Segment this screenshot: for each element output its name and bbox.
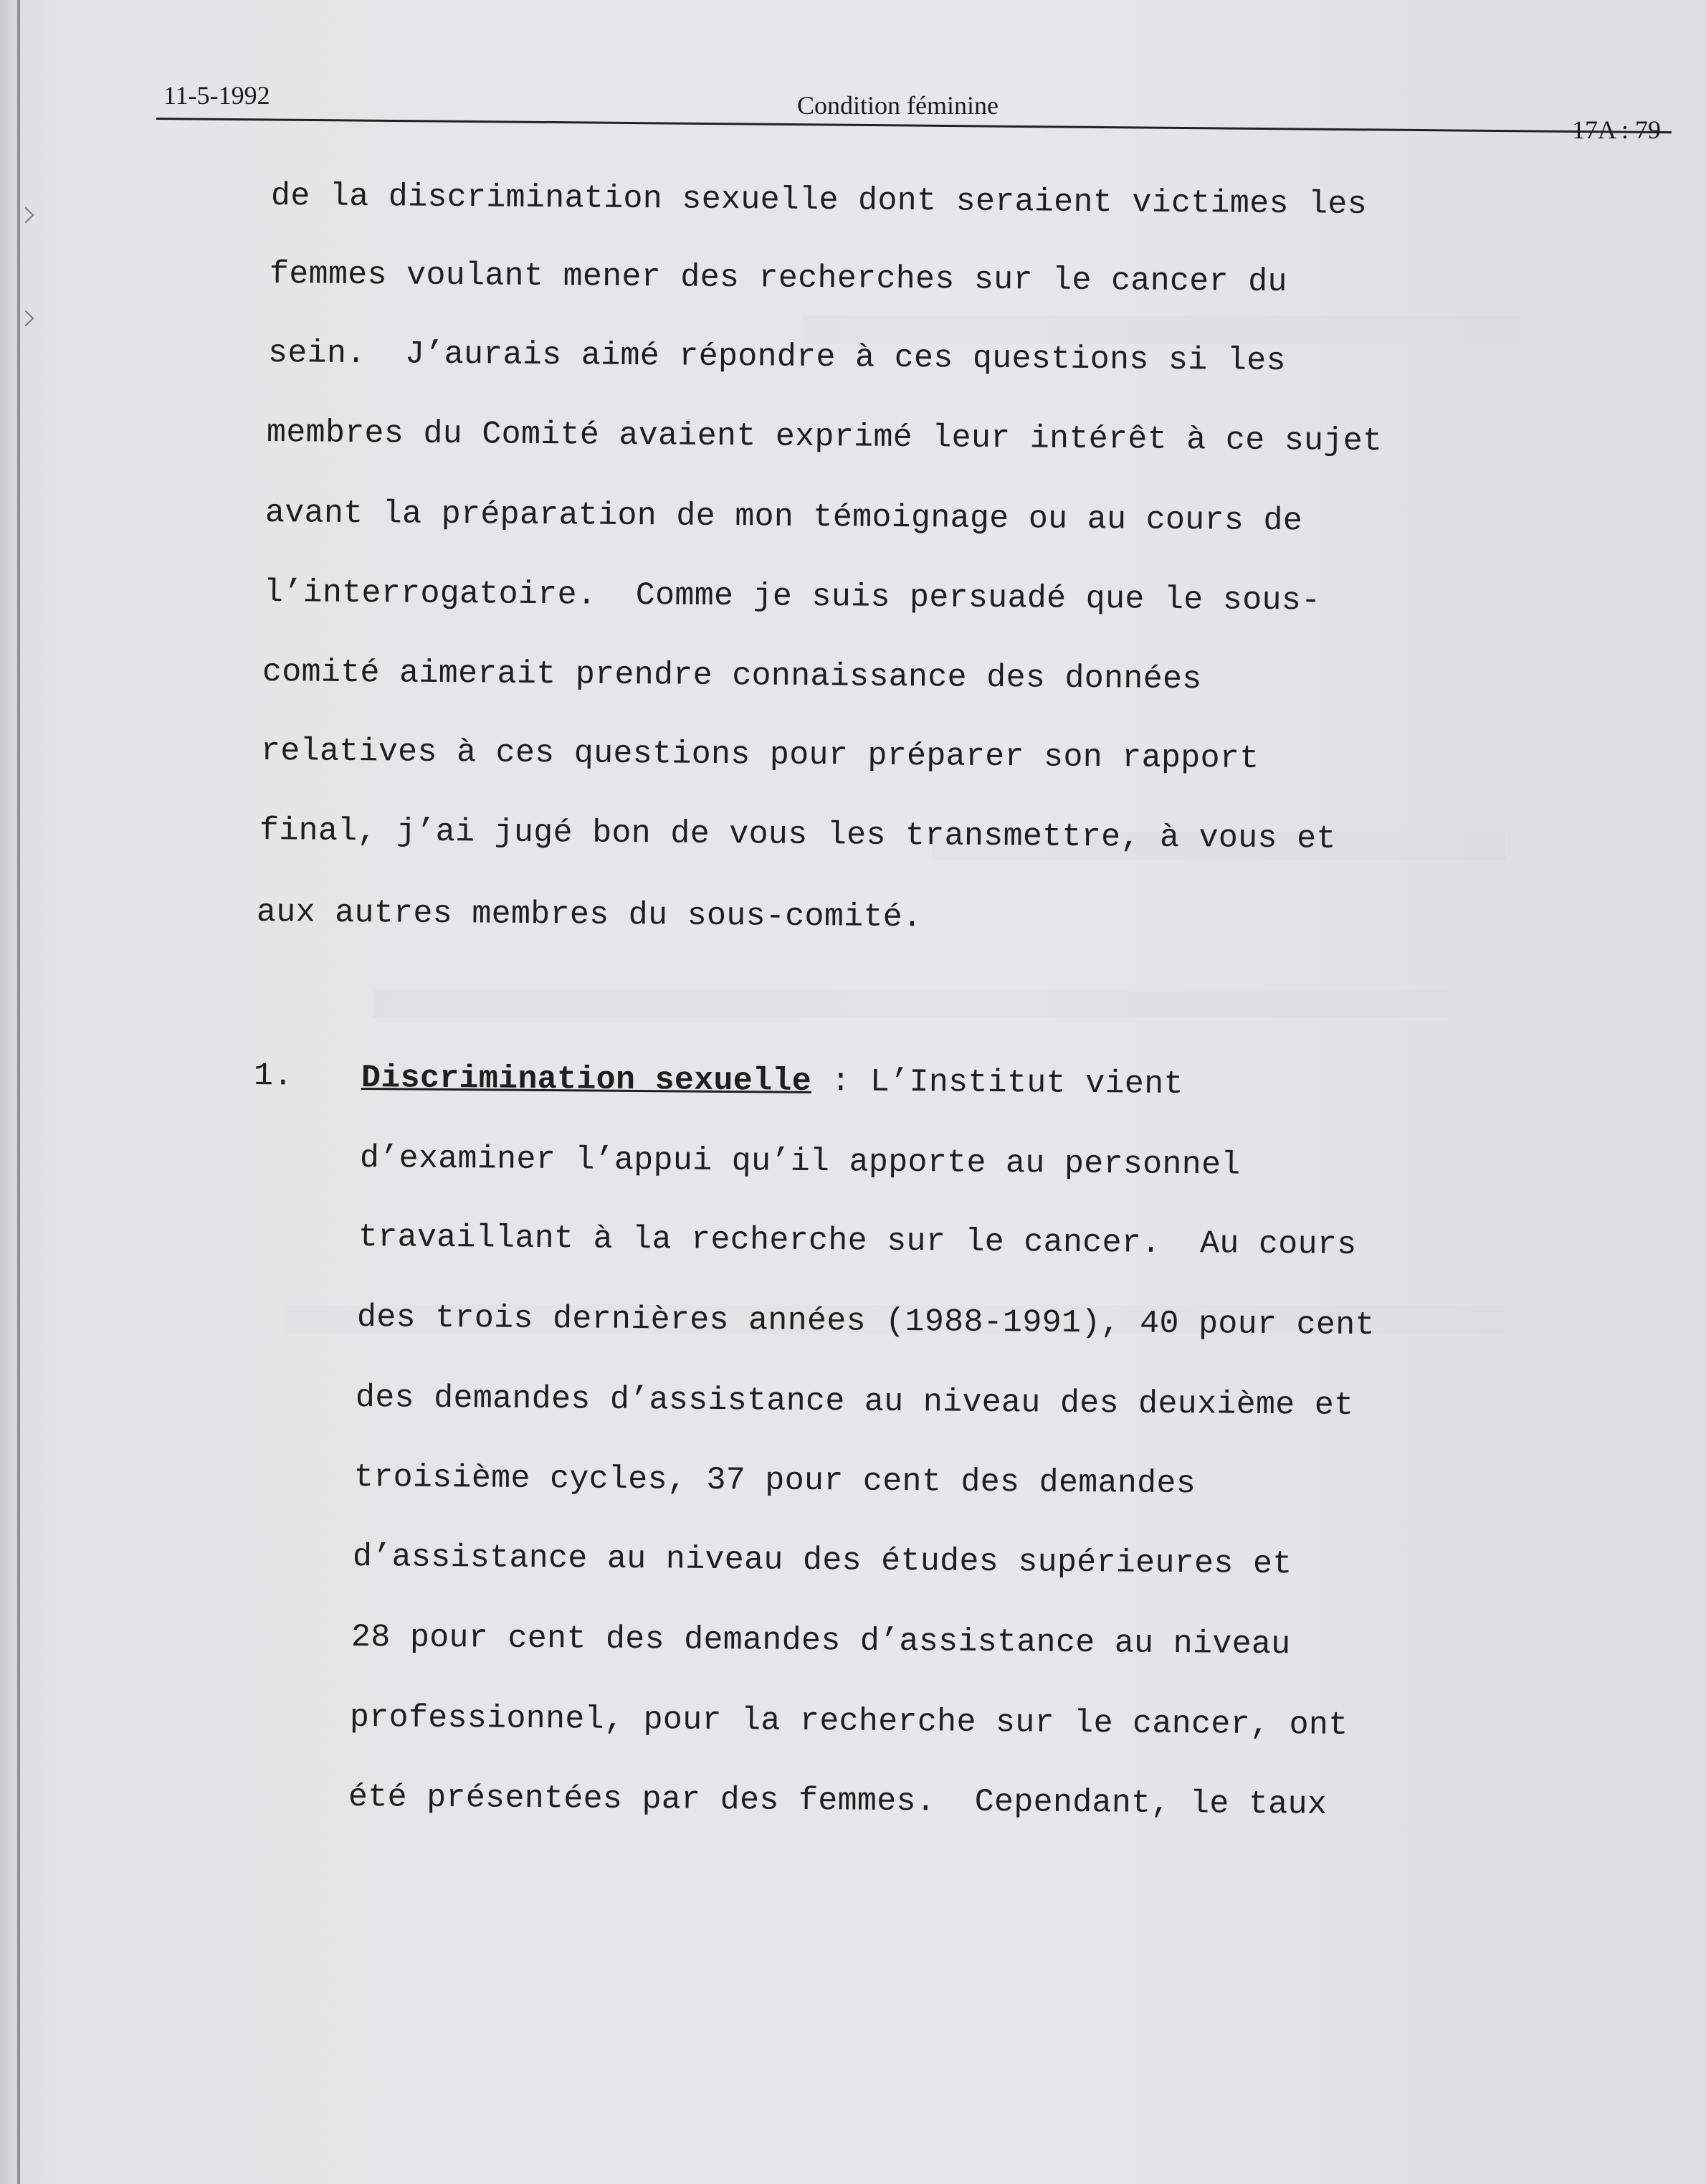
header-title: Condition féminine [797, 91, 999, 120]
item-line: troisième cycles, 37 pour cent des demandes [353, 1459, 1196, 1503]
paragraph-line: de la discrimination sexuelle dont seraient victimes les [270, 178, 1368, 224]
paragraph-line: avant la préparation de mon témoignage ou au cours de [265, 495, 1303, 540]
paragraph-line: femmes voulant mener des recherches sur le cancer du [269, 256, 1287, 301]
header-page-ref: 17A : 79 [1572, 115, 1662, 144]
item-heading: Discrimination sexuelle [361, 1060, 812, 1100]
paragraph-line: relatives à ces questions pour préparer son rapport [260, 733, 1259, 777]
item-line: 28 pour cent des demandes d’assistance au niveau [351, 1619, 1291, 1663]
item-line: des demandes d’assistance au niveau des deuxième et [355, 1380, 1354, 1424]
item-line: été présentées par des femmes. Cependant, le taux [348, 1779, 1328, 1823]
show-through [373, 989, 1448, 1018]
binding-mark [18, 207, 34, 224]
page-edge [17, 0, 20, 2184]
item-number: 1. [253, 1058, 293, 1095]
paragraph-line: comité aimerait prendre connaissance des données [262, 654, 1202, 698]
item-line: d’assistance au niveau des études supérieures et [352, 1539, 1292, 1583]
item-line: des trois dernières années (1988-1991), 40 pour cent [356, 1299, 1375, 1344]
binding-mark [18, 310, 34, 327]
item-first-line [361, 1060, 1183, 1103]
paragraph-line: final, j’ai jugé bon de vous les transmettre, à vous et [259, 812, 1336, 858]
item-line: travaillant à la recherche sur le cancer. Au cours [358, 1219, 1357, 1263]
item-heading-rest: : L’Institut vient [811, 1063, 1183, 1103]
paragraph-line: aux autres membres du sous-comité. [256, 894, 923, 936]
paragraph-line: membres du Comité avaient exprimé leur intérêt à ce sujet [266, 414, 1383, 460]
header-date: 11-5-1992 [163, 81, 270, 110]
paragraph-line: l’interrogatoire. Comme je suis persuadé que le sous- [263, 574, 1321, 619]
item-line: d’examiner l’appui qu’il apporte au personnel [359, 1140, 1241, 1184]
paragraph-line: sein. J’aurais aimé répondre à ces questions si les [267, 335, 1286, 380]
item-line: professionnel, pour la recherche sur le cancer, ont [349, 1699, 1348, 1744]
